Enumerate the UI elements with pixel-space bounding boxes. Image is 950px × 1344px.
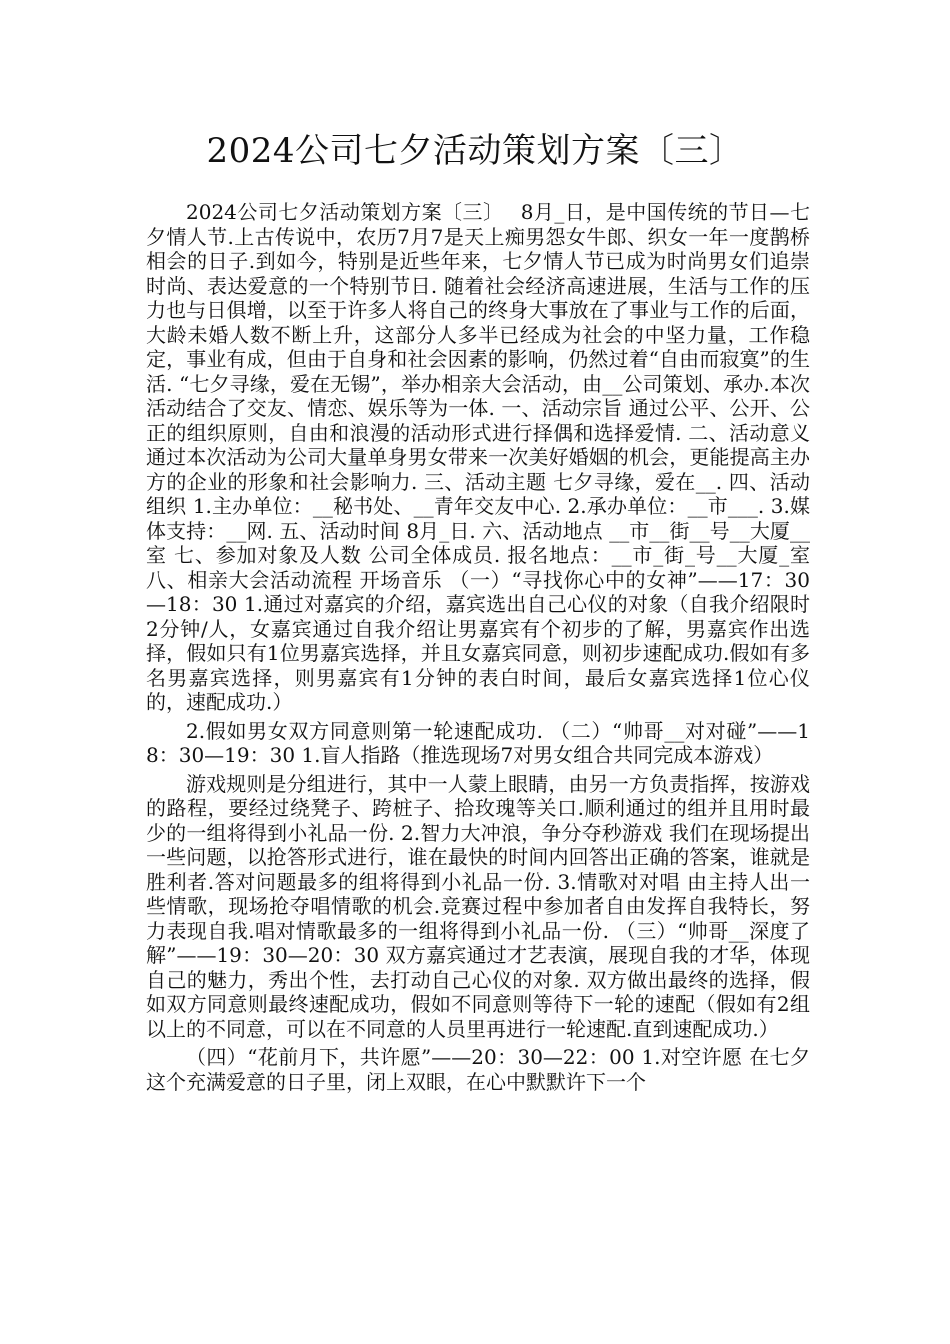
document-title: 2024公司七夕活动策划方案〔三〕 [206,131,744,171]
body-paragraph: 游戏规则是分组进行，其中一人蒙上眼睛，由另一方负责指挥，按游戏的路程，要经过绕凳子、跨桩子、拾玫瑰等关口.顺利通过的组并且用时最少的一组将得到小礼品一份. 2.智力大冲浪，争分夺秒游戏 我们在现场提出一些问题，以抢答形式进行，谁在最快的时间内回答出正确的答案，谁就是胜利者.答对问题最多的组将得到小礼品一份. 3.情歌对对唱 由主持人出一些情歌，现场抢夺唱情歌的机会.竞赛过程中参加者自由发挥自我特长，努力表现自我.唱对情歌最多的一组将得到小礼品一份. （三）“帅哥__深度了解”——19：30—20：30 双方嘉宾通过才艺表演，展现自我的才华，体现自己的魅力，秀出个性，去打动自己心仪的对象. 双方做出最终的选择，假如双方同意则最终速配成功，假如不同意则等待下一轮的速配（假如有2组以上的不同意，可以在不同意的人员里再进行一轮速配.直到速配成功.） [146,771,810,1041]
document-body [146,200,810,1098]
body-paragraph: （四）“花前月下，共许愿”——20：30—22：00 1.对空许愿 在七夕这个充满爱意的日子里，闭上双眼，在心中默默许下一个 [146,1045,810,1094]
body-paragraph: 2024公司七夕活动策划方案〔三〕 8月_日，是中国传统的节日—七夕情人节.上古传说中，农历7月7是天上痴男怨女牛郎、织女一年一度鹊桥相会的日子.到如今，特别是近些年来，七夕情人节已成为时尚男女们追崇时尚、表达爱意的一个特别节日. 随着社会经济高速进展，生活与工作的压力也与日俱增，以至于许多人将自己的终身大事放在了事业与工作的后面，大龄未婚人数不断上升，这部分人多半已经成为社会的中坚力量，工作稳定，事业有成，但由于自身和社会因素的影响，仍然过着“自由而寂寞”的生活. “七夕寻缘，爱在无锡”，举办相亲大会活动，由__公司策划、承办.本次活动结合了交友、情恋、娱乐等为一体. 一、活动宗旨 通过公平、公开、公正的组织原则，自由和浪漫的活动形式进行择偶和选择爱情. 二、活动意义 通过本次活动为公司大量单身男女带来一次美好婚姻的机会，更能提高主办方的企业的形象和社会影响力. 三、活动主题 七夕寻缘，爱在__. 四、活动组织 1.主办单位：__秘书处、__青年交友中心. 2.承办单位：__市___. 3.媒体支持：__网. 五、活动时间 8月_日. 六、活动地点 __市__街__号__大厦__室 七、参加对象及人数 公司全体成员. 报名地点：__市_街_号__大厦_室 八、相亲大会活动流程 开场音乐 （一）“寻找你心中的女神”——17：30—18：30 1.通过对嘉宾的介绍，嘉宾选出自己心仪的对象（自我介绍限时2分钟/人，女嘉宾通过自我介绍让男嘉宾有个初步的了解，男嘉宾作出选择，假如只有1位男嘉宾选择，并且女嘉宾同意，则初步速配成功.假如有多名男嘉宾选择，则男嘉宾有1分钟的表白时间，最后女嘉宾选择1位心仪的，速配成功.） [146,200,810,714]
body-paragraph: 2.假如男女双方同意则第一轮速配成功. （二）“帅哥__对对碰”——18：30—19：30 1.盲人指路（推选现场7对男女组合共同完成本游戏） [146,718,810,767]
